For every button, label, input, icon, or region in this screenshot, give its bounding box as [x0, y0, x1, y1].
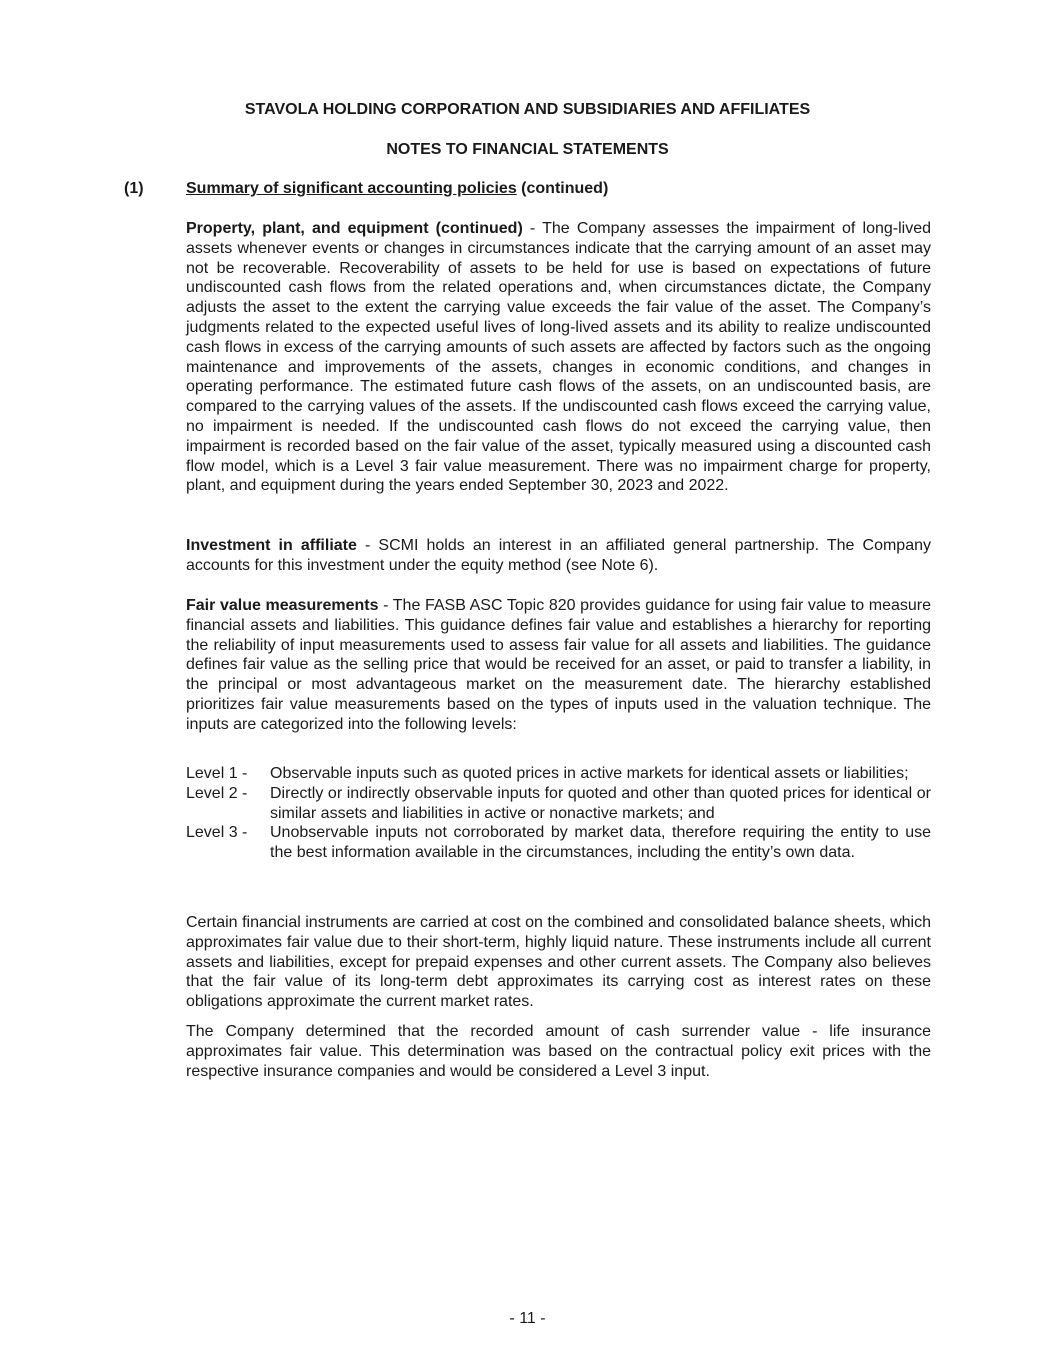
level-description: Unobservable inputs not corroborated by market data, therefore requiring the entity to use the best information available in the circumstances, including the entity’s own data.: [270, 824, 931, 862]
level-item: [186, 764, 931, 784]
paragraph-text: - The FASB ASC Topic 820 provides guidance for using fair value to measure financial assets and liabilities. This guidance defines fair value and establishes a hierarchy for reporting the reliability of input measurements used to assess fair value for all assets and liabilities. The guidance defines fair value as the selling price that would be received for an asset, or paid to transfer a liability, in the principal or most advantageous market on the measurement date. The hierarchy established prioritizes fair value measurements based on the types of inputs used in the valuation technique. The inputs are categorized into the following levels:: [186, 597, 932, 733]
level-label: Level 2 -: [186, 784, 248, 802]
paragraph-fair-value-measurements: [186, 596, 931, 735]
paragraph-financial-instruments: Certain financial instruments are carried at cost on the combined and consolidated balance sheets, which approximates fair value due to their short-term, highly liquid nature. These instruments include all current assets and liabilities, except for prepaid expenses and other current assets. The Company also believes that the fair value of its long-term debt approximates its carrying cost as interest rates on these obligations approximate the current market rates.: [186, 914, 931, 1011]
level-description: Directly or indirectly observable inputs for quoted and other than quoted prices for identical or similar assets and liabilities in active or nonactive markets; and: [270, 784, 931, 822]
section-heading: [124, 179, 944, 199]
paragraph-heading: Property, plant, and equipment (continued): [186, 220, 523, 237]
paragraph-property-plant-equipment: [186, 219, 931, 496]
level-label: Level 3 -: [186, 824, 248, 842]
fair-value-level-list: [186, 764, 931, 863]
level-item: [186, 784, 931, 824]
section-number: (1): [124, 180, 144, 197]
paragraph-text: - The Company assesses the impairment of long-lived assets whenever events or changes in circumstances indicate that the carrying amount of an asset may not be recoverable. Recoverability of assets to be held for use is based on expectations of future undiscounted cash flows from the related operations and, when circumstances dictate, the Company adjusts the asset to the extent the carrying value exceeds the fair value of the asset. The Company’s judgments related to the expected useful lives of long-lived assets and its ability to realize undiscounted cash flows in excess of the carrying amounts of such assets are affected by factors such as the ongoing maintenance and improvements of the assets, changes in economic conditions, and changes in operating performance. The estimated future cash flows of the assets, on an undiscounted basis, are compared to the carrying values of the assets. If the undiscounted cash flows exceed the carrying value, no impairment is needed. If the undiscounted cash flows do not exceed the carrying value, then impairment is recorded based on the fair value of the asset, typically measured using a discounted cash flow model, which is a Level 3 fair value measurement. There was no impairment charge for property, plant, and equipment during the years ended September 30, 2023 and 2022.: [186, 220, 932, 495]
level-description: Observable inputs such as quoted prices in active markets for identical assets or liabilities;: [270, 765, 909, 782]
section-title: Summary of significant accounting policies: [186, 180, 517, 197]
company-title: STAVOLA HOLDING CORPORATION AND SUBSIDIARIES AND AFFILIATES: [244, 101, 811, 118]
paragraph-heading: Fair value measurements: [186, 597, 379, 614]
page-number: - 11 -: [509, 1310, 546, 1327]
page-subtitle: NOTES TO FINANCIAL STATEMENTS: [386, 141, 669, 158]
paragraph-heading: Investment in affiliate: [186, 537, 357, 554]
level-item: [186, 823, 931, 863]
level-label: Level 1 -: [186, 765, 248, 782]
paragraph-investment-in-affiliate: [186, 536, 931, 576]
section-suffix: (continued): [516, 180, 609, 197]
paragraph-text: - SCMI holds an interest in an affiliated general partnership. The Company accounts for this investment under the equity method (see Note 6).: [186, 537, 931, 574]
paragraph-cash-surrender-value: The Company determined that the recorded amount of cash surrender value - life insurance approximates fair value. This determination was based on the contractual policy exit prices with the respective insurance companies and would be considered a Level 3 input.: [186, 1023, 931, 1080]
